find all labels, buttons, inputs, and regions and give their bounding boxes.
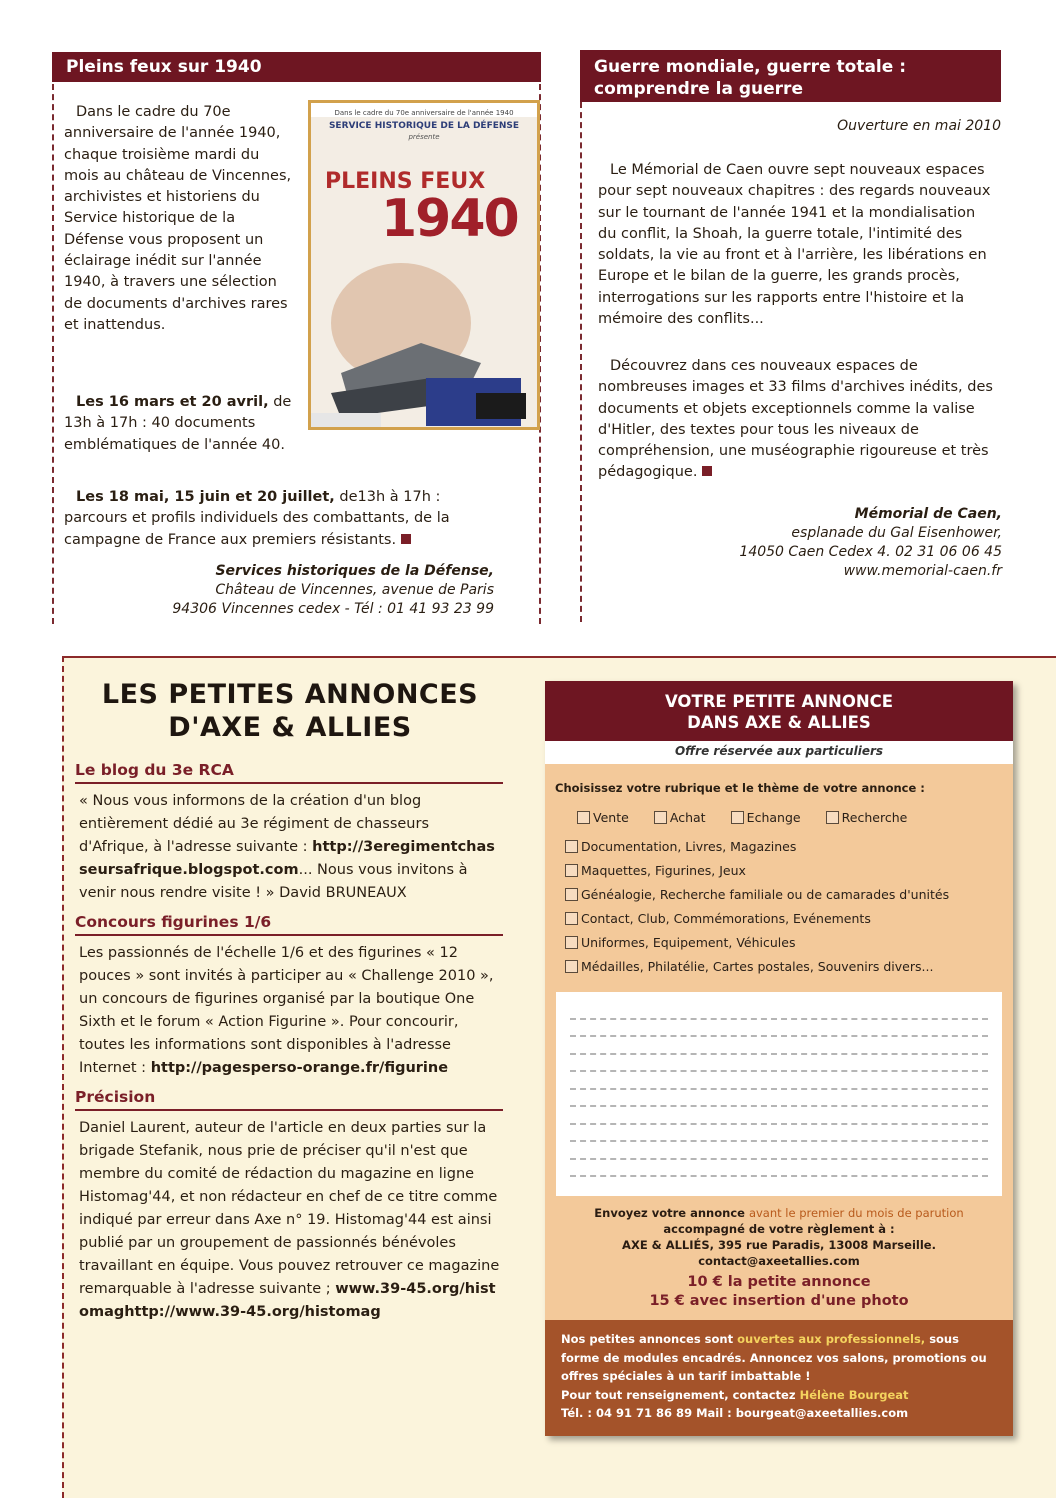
right-signature [640,505,1002,581]
section-precision-title: Précision [75,1088,503,1111]
left-sig-name: Services historiques de la Défense, [215,563,494,579]
right-opening: Ouverture en mai 2010 [837,118,1001,134]
left-article-title: Pleins feux sur 1940 [66,57,262,77]
type-vente[interactable]: Vente [577,810,629,825]
form-choose-label: Choisissez votre rubrique et le thème de votre annonce : [555,781,925,795]
poster-service: SERVICE HISTORIQUE DE LA DÉFENSE [328,121,520,131]
date2-rest: de13h à 17h : parcours et profils individuels des combattants, de la campagne de France aux premiers résistants. [64,489,450,548]
blog-end: ... Nous vous invitons à venir nous rendre visite ! » David BRUNEAUX [79,862,468,901]
right-sig-name: Mémorial de Caen, [854,506,1002,522]
type-recherche[interactable]: Recherche [826,810,908,825]
type-echange[interactable]: Echange [731,810,801,825]
right-para-2 [598,356,998,484]
foot-d: Pour tout renseignement, contactez [561,1387,796,1402]
checkbox-icon[interactable] [565,936,578,949]
end-square-icon [401,534,411,544]
send-b: avant le premier du mois de parution [748,1206,964,1220]
form-title-2: DANS AXE & ALLIES [687,713,871,732]
send-d: AXE & ALLIÉS, 395 rue Paradis, 13008 Marseille. [622,1238,936,1252]
right-sig-line3: 14050 Caen Cedex 4. 02 31 06 06 45 [739,544,1002,560]
end-square-icon [702,466,712,476]
left-dates-2 [64,487,484,551]
pleins-feux-poster [308,100,540,430]
poster-presente: présente [408,133,440,141]
precision-url-link[interactable]: www.39-45.org/histomaghttp://www.39-45.org/histomag [79,1281,496,1320]
checkbox-icon[interactable] [565,864,578,877]
classifieds-title-2: D'AXE & ALLIES [168,712,412,743]
form-footer [545,1320,1013,1436]
section-blog-title: Le blog du 3e RCA [75,761,503,784]
section-contest-text [75,936,503,1084]
theme-option[interactable]: Contact, Club, Commémorations, Evénements [565,911,1005,935]
checkbox-icon[interactable] [565,840,578,853]
form-offer-note: Offre réservée aux particuliers [545,741,1013,764]
date2-bold: Les 18 mai, 15 juin et 20 juillet, [76,489,335,505]
foot-b: ouvertes aux professionnels, [737,1332,926,1346]
ad-type-options [577,807,1007,826]
right-sig-line2: esplanade du Gal Eisenhower, [791,525,1002,541]
send-email[interactable]: contact@axeetallies.com [698,1254,860,1268]
poster-year: 1940 [381,189,518,249]
section-precision-text [75,1111,503,1328]
send-a: Envoyez votre annonce [594,1206,745,1220]
right-article-header [580,50,1001,102]
foot-contact-info[interactable]: Tél. : 04 91 71 86 89 Mail : bourgeat@axeetallies.com [561,1406,909,1420]
date1-rest: de 13h à 17h : 40 documents emblématiques de l'année 40. [64,394,292,453]
left-article-para: Dans le cadre du 70e anniversaire de l'année 1940, chaque troisième mardi du mois au château de Vincennes, archivistes et historiens du Service historique de la Défense vous proposent un éclairage inédit sur l'année 1940, à travers une sélection de documents d'archives rares et inattendus. [64,104,292,333]
section-blog-text [75,784,503,909]
send-instructions [545,1205,1013,1311]
left-sig-line3: 94306 Vincennes cedex - Tél : 01 41 93 23 99 [172,601,494,617]
theme-option[interactable]: Maquettes, Figurines, Jeux [565,863,1005,887]
section-contest-title: Concours figurines 1/6 [75,913,503,936]
blog-text: « Nous vous informons de la création d'un blog entièrement dédié au 3e régiment de chasseurs d'Afrique, à l'adresse suivante : [79,793,430,855]
theme-options [565,839,1005,983]
poster-artwork [311,253,537,430]
checkbox-icon[interactable] [826,811,839,824]
checkbox-icon[interactable] [565,960,578,973]
blog-url-link[interactable]: http://3eregimentchasseursafrique.blogspot.com [79,839,495,878]
ad-text-area[interactable] [556,992,1002,1196]
checkbox-icon[interactable] [565,912,578,925]
left-signature [100,562,494,619]
type-achat[interactable]: Achat [654,810,706,825]
theme-option[interactable]: Uniformes, Equipement, Véhicules [565,935,1005,959]
form-title-1: VOTRE PETITE ANNONCE [664,692,894,711]
left-sig-line2: Château de Vincennes, avenue de Paris [215,582,494,598]
price-basic: 10 € la petite annonce [687,1274,871,1290]
price-photo: 15 € avec insertion d'une photo [649,1293,909,1309]
left-dates-1 [64,392,309,456]
right-para-1: Le Mémorial de Caen ouvre sept nouveaux espaces pour sept nouveaux chapitres : des regards nouveaux sur le tournant de l'année 1941 et la mondialisation du conflit, la Shoah, la guerre totale, l'intimité des soldats, la vie au front et à l'arrière, les libérations en Europe et le bilan de la guerre, les grands procès, interrogations sur les rapports entre l'histoire et la mémoire des conflits... [598,162,991,328]
theme-option[interactable]: Généalogie, Recherche familiale ou de camarades d'unités [565,887,1005,911]
checkbox-icon[interactable] [565,888,578,901]
foot-a: Nos petites annonces sont [561,1332,734,1346]
poster-top-text: Dans le cadre du 70e anniversaire de l'année 1940 [311,103,537,117]
precision-text: Daniel Laurent, auteur de l'article en deux parties sur la brigade Stefanik, nous prie de préciser qu'il n'est que membre du comité de rédaction du magazine en ligne Histomag'44, et non rédacteur en chef de ce titre comme indiqué par erreur dans Axe n° 19. Histomag'44 est ainsi publié par un groupement de passionnés bénévoles travaillant en équipe. Vous pouvez retrouver ce magazine remarquable à l'adresse suivante ; [79,1120,500,1297]
classifieds-title-1: LES PETITES ANNONCES [101,679,479,710]
right-article-title: Guerre mondiale, guerre totale : comprendre la guerre [594,57,906,99]
ad-order-form [545,681,1013,1436]
poster-title: PLEINS FEUX [325,169,486,194]
contest-text: Les passionnés de l'échelle 1/6 et des figurines « 12 pouces » sont invités à participer au « Challenge 2010 », un concours de figurines organisé par la boutique One Sixth et le forum « Action Figurine ». Pour concourir, toutes les informations sont disponibles à l'adresse Internet : [79,945,494,1076]
checkbox-icon[interactable] [654,811,667,824]
theme-option[interactable]: Médailles, Philatélie, Cartes postales, Souvenirs divers... [565,959,1005,983]
checkbox-icon[interactable] [577,811,590,824]
checkbox-icon[interactable] [731,811,744,824]
send-c: accompagné de votre règlement à : [663,1222,895,1236]
classifieds-column [75,757,503,1328]
left-article-header [52,52,541,82]
right-sig-line4: www.memorial-caen.fr [843,563,1002,579]
classifieds-title [75,678,505,744]
right-para-2-text: Découvrez dans ces nouveaux espaces de nombreuses images et 33 films d'archives inédits, des documents et objets exceptionnels comme la valise d'Hitler, des textes pour tous les niveaux de compréhension, une muséographie rigoureuse et très pédagogique. [598,358,993,481]
contest-url-link[interactable]: http://pagesperso-orange.fr/figurine [150,1060,449,1076]
foot-contact-name: Hélène Bourgeat [799,1387,909,1402]
foot-c: sous forme de modules encadrés. Annoncez vos salons, promotions ou offres spéciales à un tarif imbattable ! [561,1332,987,1383]
date1-bold: Les 16 mars et 20 avril, [76,394,269,410]
theme-option[interactable]: Documentation, Livres, Magazines [565,839,1005,863]
form-header [545,681,1013,741]
